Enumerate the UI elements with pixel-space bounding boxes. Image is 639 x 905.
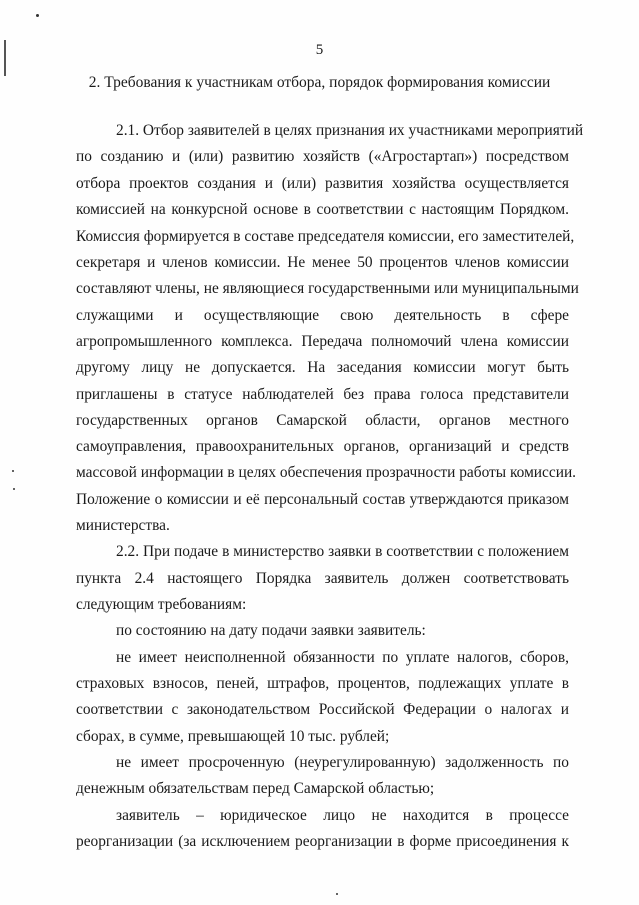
- text-line: агропромышленного комплекса. Передача полномочий члена комиссии: [76, 333, 569, 350]
- text-line: реорганизации (за исключением реорганизации в форме присоединения к: [76, 833, 569, 850]
- text-line: Положение о комиссии и её персональный состав утверждаются приказом: [76, 491, 569, 508]
- scan-dot: [13, 488, 15, 490]
- text-line: по созданию и (или) развитию хозяйств («Агростартап») посредством: [76, 148, 569, 165]
- text-line: денежным обязательствам перед Самарской областью;: [76, 780, 435, 797]
- text-line: служащими и осуществляющие свою деятельность в сфере: [76, 307, 569, 324]
- text-line: страховых взносов, пеней, штрафов, процентов, подлежащих уплате в: [76, 675, 569, 692]
- text-line: государственных органов Самарской области, органов местного: [76, 412, 569, 429]
- text-line: другому лицу не допускается. На заседания комиссии могут быть: [76, 359, 569, 376]
- text-line: массовой информации в целях обеспечения прозрачности работы комиссии.: [76, 464, 577, 481]
- text-line: отбора проектов создания и (или) развития хозяйства осуществляется: [76, 175, 569, 192]
- scan-dot: [336, 893, 338, 895]
- section-heading: 2. Требования к участникам отбора, порядок формирования комиссии: [88, 74, 551, 91]
- page-number: 5: [315, 42, 324, 58]
- text-line: министерства.: [76, 517, 170, 534]
- text-line: секретаря и членов комиссии. Не менее 50 процентов членов комиссии: [76, 254, 569, 271]
- text-line: самоуправления, правоохранительных органов, организаций и средств: [76, 438, 569, 455]
- scan-dot: [36, 14, 39, 17]
- text-line: по состоянию на дату подачи заявки заявитель:: [116, 622, 426, 639]
- scan-dot: [12, 470, 14, 472]
- text-line: не имеет неисполненной обязанности по уплате налогов, сборов,: [116, 649, 569, 666]
- text-line: заявитель – юридическое лицо не находится в процессе: [116, 807, 569, 824]
- text-line: комиссией на конкурсной основе в соответствии с настоящим Порядком.: [76, 201, 569, 218]
- text-line: 2.1. Отбор заявителей в целях признания их участниками мероприятий: [116, 122, 584, 139]
- text-line: составляют члены, не являющиеся государственными или муниципальными: [76, 280, 579, 297]
- text-line: пункта 2.4 настоящего Порядка заявитель должен соответствовать: [76, 570, 569, 587]
- text-line: 2.2. При подаче в министерство заявки в соответствии с положением: [116, 543, 569, 560]
- text-line: соответствии с законодательством Российской Федерации о налогах и: [76, 701, 569, 718]
- text-line: следующим требованиям:: [76, 596, 247, 613]
- text-line: сборах, в сумме, превышающей 10 тыс. рублей;: [76, 728, 390, 745]
- text-line: приглашены в статусе наблюдателей без права голоса представители: [76, 386, 569, 403]
- text-line: Комиссия формируется в составе председателя комиссии, его заместителей,: [76, 228, 575, 245]
- text-line: не имеет просроченную (неурегулированную) задолженность по: [116, 754, 569, 771]
